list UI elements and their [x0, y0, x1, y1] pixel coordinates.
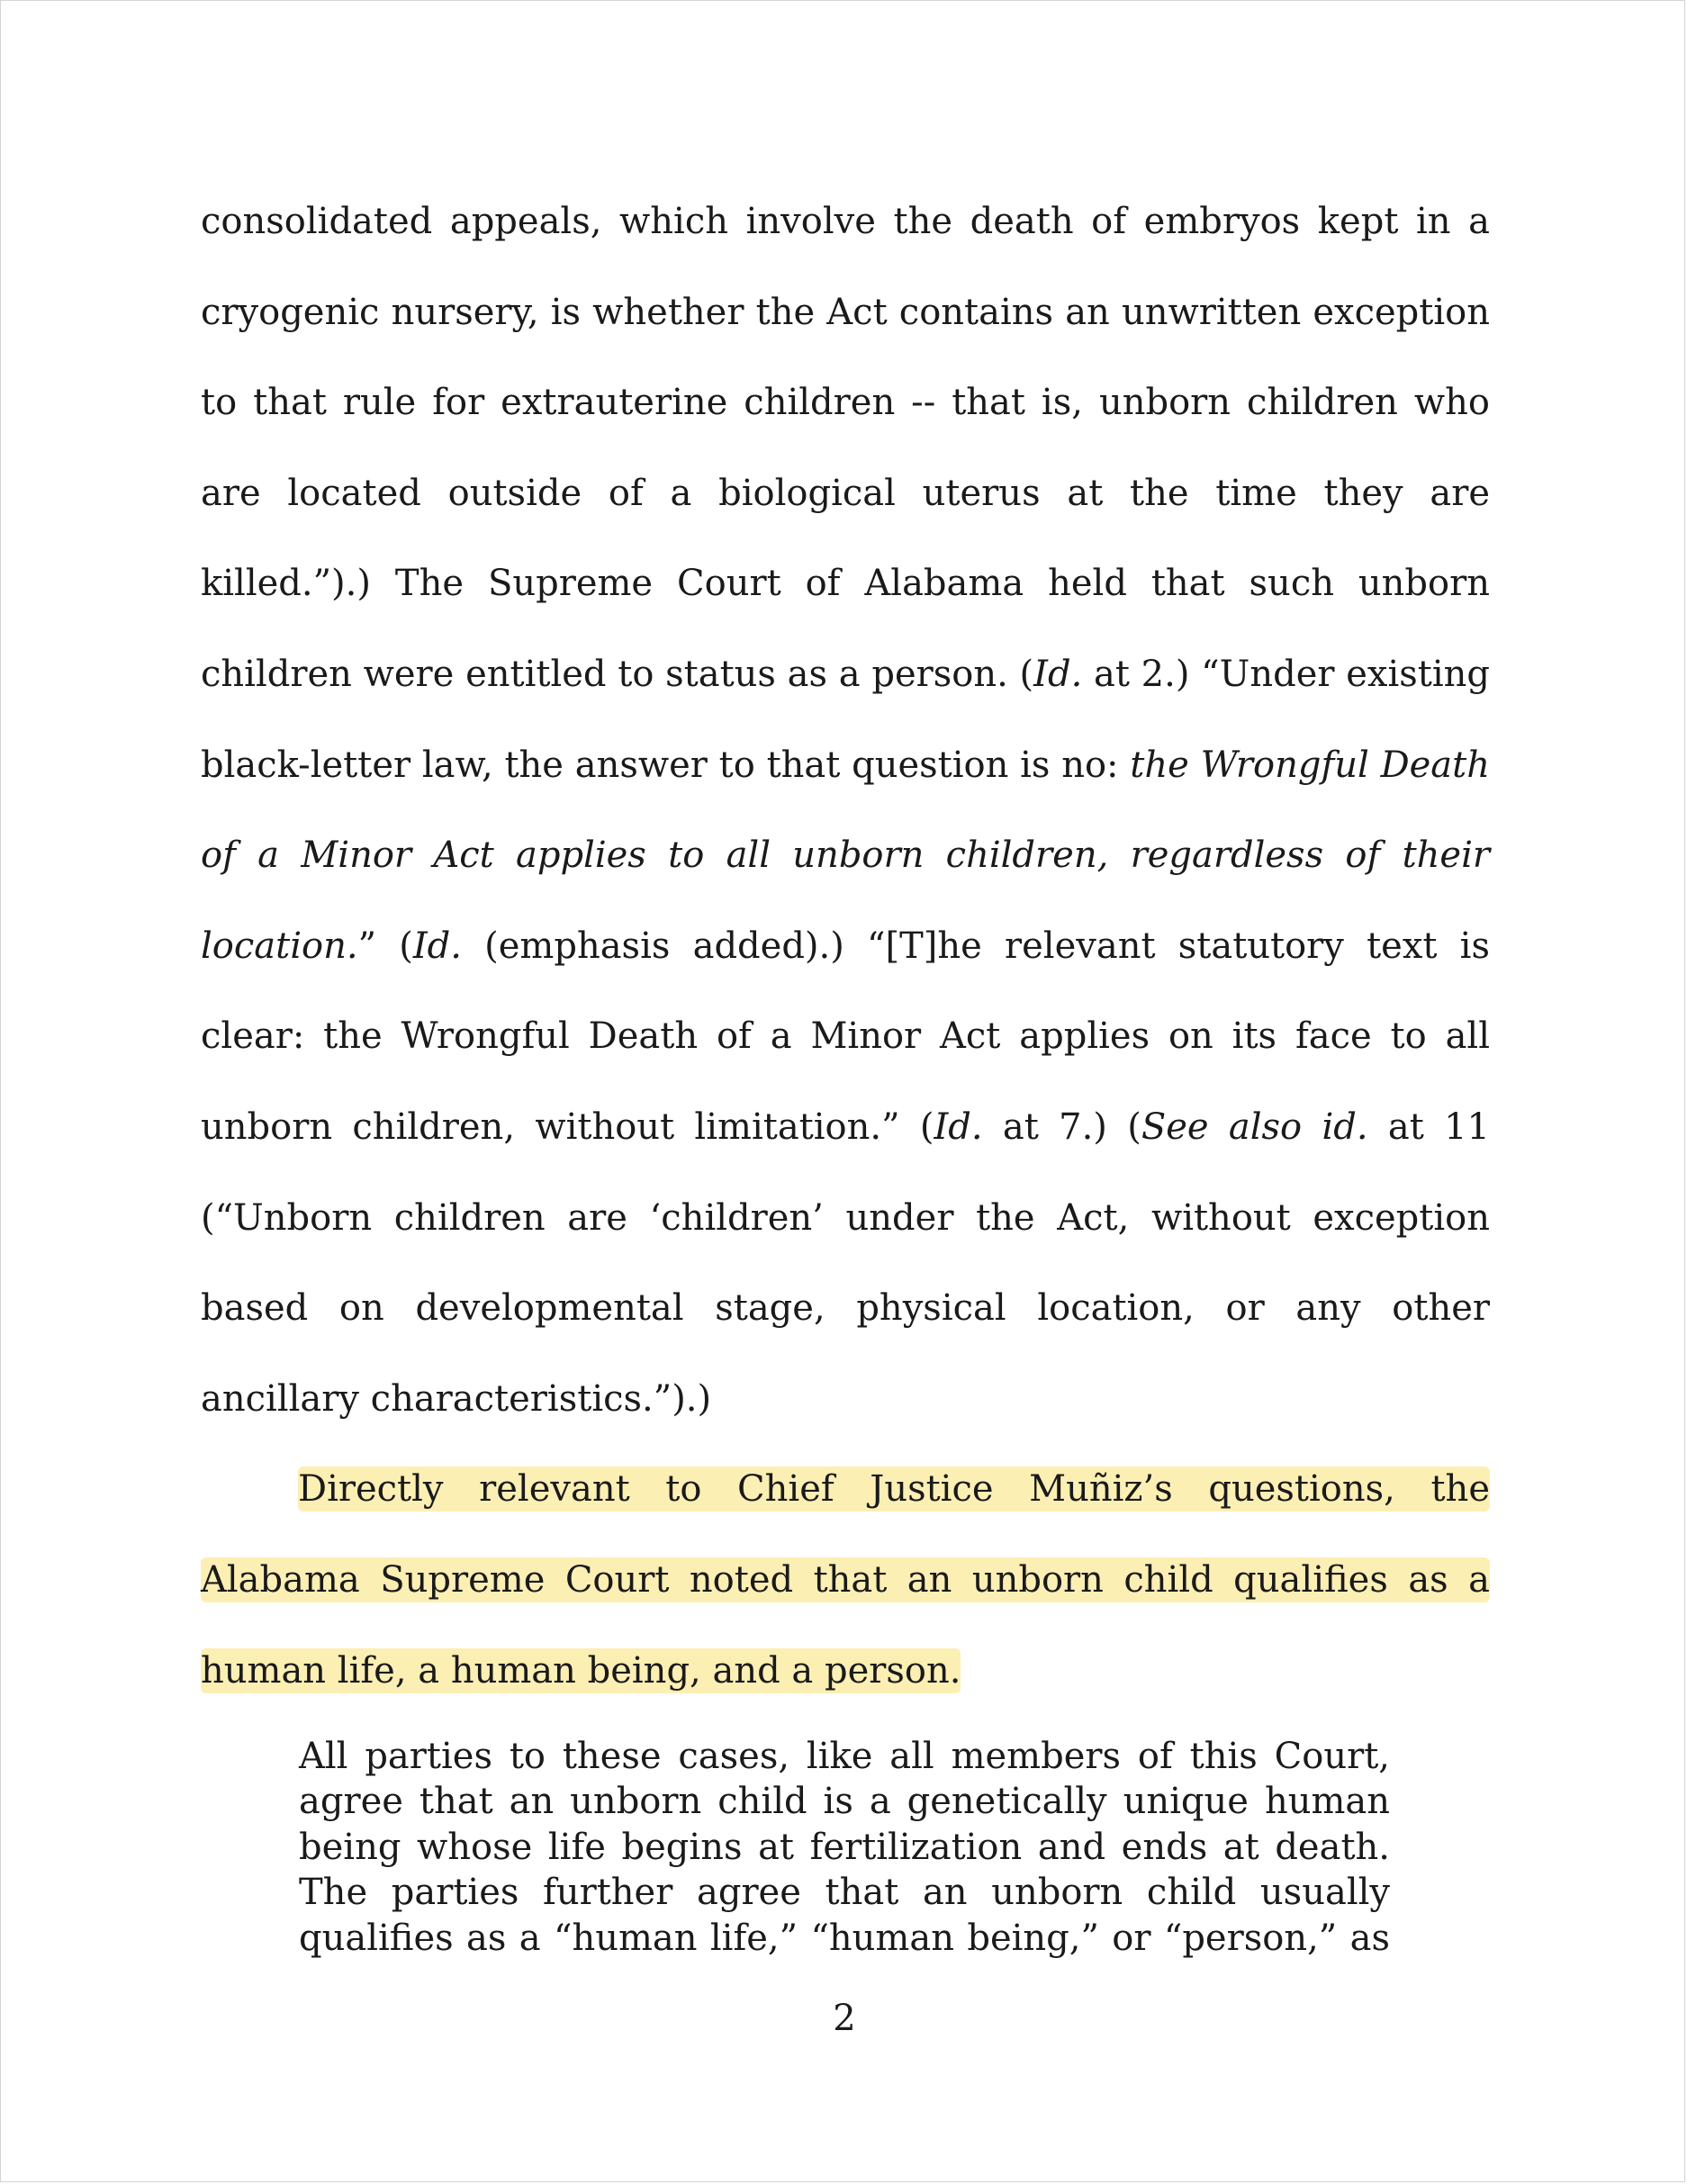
highlighted-text: Directly relevant to Chief Justice Muñiz’s questions, the Alabama Supreme Court noted that an unborn child qualifies as a human life, a human being, and a person. — [201, 1468, 1490, 1692]
body-text — [201, 176, 1490, 1716]
block-quote — [299, 1734, 1390, 1961]
citation-id: Id. — [1033, 653, 1083, 695]
text-segment: consolidated appeals, which involve the death of embryos kept in a cryogenic nursery, is whether the Act contains an unwritten exception to that rule for extrauterine children -- that is, unborn children who are located outside of a biological uterus at the time they are killed.”).) The Supreme Court of Alabama held that such unborn children were entitled to status as a person. ( — [201, 201, 1490, 695]
citation-id: Id. — [934, 1106, 983, 1148]
text-segment: at 2.) “Under existing black-letter law, the answer to that question is no: — [201, 653, 1491, 786]
page-number: 2 — [833, 1998, 856, 2039]
paragraph-highlighted — [201, 1444, 1490, 1716]
text-segment: at 7.) ( — [982, 1106, 1141, 1148]
citation-id: Id. — [412, 925, 462, 967]
emphasized-holding: the Wrongful Death of a Minor Act applies to all unborn children, regardless of their location. — [201, 744, 1490, 967]
text-segment: ” ( — [357, 925, 413, 967]
block-quote-text: All parties to these cases, like all members of this Court, agree that an unborn child is a genetically unique human being whose life begins at fertilization and ends at death. The parties further agree that an unborn child usually qualifies as a “human life,” “human being,” or “person,” as — [299, 1736, 1390, 1959]
paragraph-wrongful-death — [201, 176, 1490, 1444]
text-segment: (emphasis added).) “[T]he relevant statutory text is clear: the Wrongful Death of a Minor Act applies on its face to all unborn children, without limitation.” ( — [201, 925, 1490, 1148]
citation-see-also: See also id. — [1141, 1106, 1368, 1148]
text-segment: at 11 (“Unborn children are ‘children’ under the Act, without exception based on developmental stage, physical location, or any other ancillary characteristics.”).) — [201, 1106, 1491, 1420]
